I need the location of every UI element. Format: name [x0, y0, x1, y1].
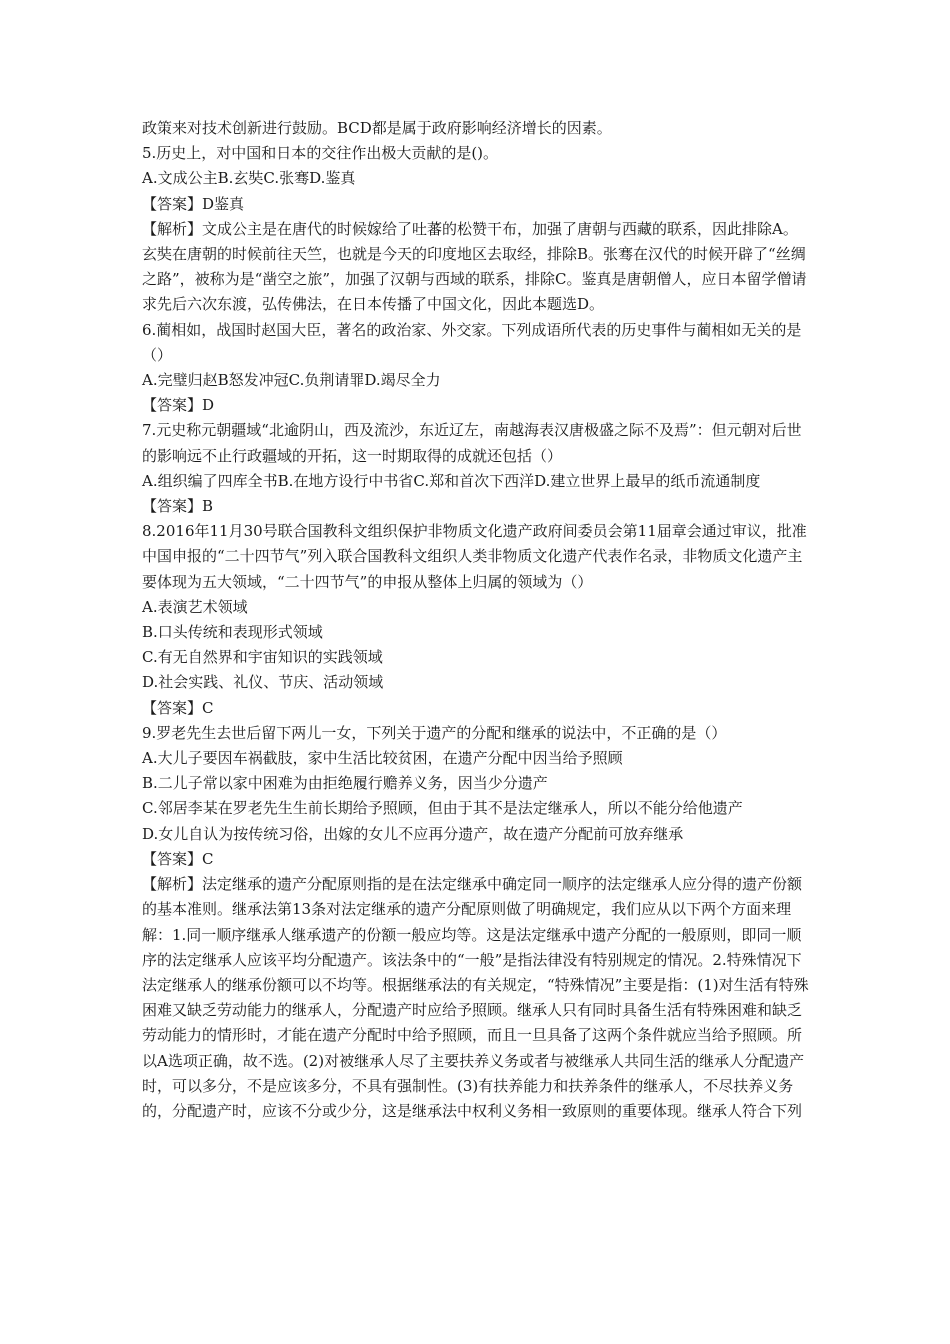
question-6-options: A.完璧归赵B怒发冲冠C.负荆请罪D.竭尽全力: [142, 371, 441, 390]
question-9-option-d: D.女儿自认为按传统习俗，出嫁的女儿不应再分遗产，故在遗产分配前可放弃继承: [142, 824, 684, 843]
question-8-option-c: C.有无自然界和宇宙知识的实践领域: [142, 648, 383, 667]
question-5-options: A.文成公主B.玄奘C.张骞D.鉴真: [142, 169, 356, 188]
question-8-option-d: D.社会实践、礼仪、节庆、活动领域: [142, 673, 384, 692]
question-9-option-c: C.邻居李某在罗老先生生前长期给予照顾，但由于其不是法定继承人，所以不能分给他遗产: [142, 799, 743, 818]
question-9-option-a: A.大儿子要因车祸截肢，家中生活比较贫困，在遗产分配中因当给予照顾: [142, 749, 623, 768]
question-7-options: A.组织编了四库全书B.在地方设行中书省C.郑和首次下西洋D.建立世界上最早的纸币流通制度: [142, 471, 761, 490]
question-9: 9.罗老先生去世后留下两儿一女，下列关于遗产的分配和继承的说法中，不正确的是（）: [142, 723, 727, 742]
question-5-analysis: 【解析】文成公主是在唐代的时候嫁给了吐蕃的松赞干布，加强了唐朝与西藏的联系，因此排除A。玄奘在唐朝的时候前往天竺，也就是今天的印度地区去取经，排除B。张骞在汉代的时候开辟了“丝绸之路”，被称为是“凿空之旅”，加强了汉朝与西域的联系，排除C。鉴真是唐朝僧人，应日本留学僧请求先后六次东渡，弘传佛法，在日本传播了中国文化，因此本题选D。: [142, 219, 807, 314]
question-6-answer: 【答案】D: [142, 396, 215, 415]
question-5: 5.历史上，对中国和日本的交往作出极大贡献的是()。: [142, 144, 499, 163]
question-8-option-a: A.表演艺术领域: [142, 597, 248, 616]
question-7: 7.元史称元朝疆域“北逾阴山，西及流沙，东近辽左，南越海表汉唐极盛之际不及焉”：但元朝对后世的影响远不止行政疆域的开拓，这一时期取得的成就还包括（）: [142, 421, 802, 465]
question-8: 8.2016年11月30号联合国教科文组织保护非物质文化遗产政府间委员会第11届章会通过审议，批准中国申报的“二十四节气”列入联合国教科文组织人类非物质文化遗产代表作名录，非物质文化遗产主要体现为五大领域，“二十四节气”的申报从整体上归属的领域为（）: [142, 522, 807, 591]
question-7-answer: 【答案】B: [142, 497, 214, 516]
question-8-option-b: B.口头传统和表现形式领域: [142, 623, 323, 642]
question-5-answer: 【答案】D鉴真: [142, 194, 245, 213]
question-9-analysis: 【解析】法定继承的遗产分配原则指的是在法定继承中确定同一顺序的法定继承人应分得的遗产份额的基本准则。继承法第13条对法定继承的遗产分配原则做了明确规定，我们应从以下两个方面来理解：1.同一顺序继承人继承遗产的份额一般应均等。这是法定继承中遗产分配的一般原则，即同一顺序的法定继承人应该平均分配遗产。该法条中的“一般”是指法律没有特别规定的情况。2.特殊情况下法定继承人的继承份额可以不均等。根据继承法的有关规定，“特殊情况”主要是指：(1)对生活有特殊困难又缺乏劳动能力的继承人，分配遗产时应给予照顾。继承人只有同时具备生活有特殊困难和缺乏劳动能力的情形时，才能在遗产分配时中给予照顾，而且一旦具备了这两个条件就应当给予照顾。所以A选项正确，故不选。(2)对被继承人尽了主要扶养义务或者与被继承人共同生活的继承人分配遗产时，可以多分，不是应该多分，不具有强制性。(3)有扶养能力和扶养条件的继承人，不尽扶养义务的，分配遗产时，应该不分或少分，这是继承法中权利义务相一致原则的重要体现。继承人符合下列: [142, 875, 809, 1120]
question-8-answer: 【答案】C: [142, 698, 214, 717]
question-6: 6.蔺相如，战国时赵国大臣，著名的政治家、外交家。下列成语所代表的历史事件与蔺相如无关的是（）: [142, 320, 802, 364]
question-9-answer: 【答案】C: [142, 849, 214, 868]
question-9-option-b: B.二儿子常以家中困难为由拒绝履行赡养义务，因当少分遗产: [142, 774, 548, 793]
text-line: 政策来对技术创新进行鼓励。BCD都是属于政府影响经济增长的因素。: [142, 119, 612, 137]
document-body: [142, 116, 810, 1124]
